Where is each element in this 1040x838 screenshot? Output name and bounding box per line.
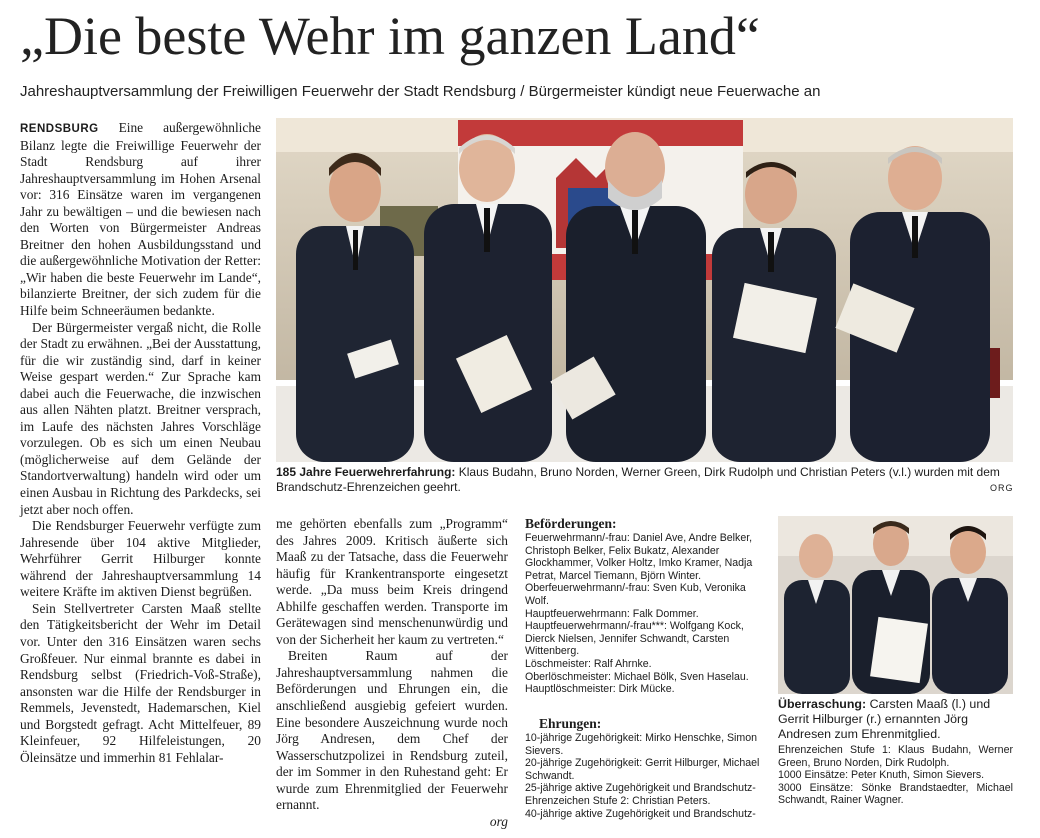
promotions-heading: Beförderungen: [525, 516, 617, 531]
dateline: RENDSBURG [20, 123, 99, 135]
side-photo-caption [778, 697, 1013, 742]
main-photo-caption [276, 465, 1013, 495]
list-item: Feuerwehrmann/-frau: Daniel Ave, Andre Belker, Christoph Belker, Felix Bukatz, Alexander Glockhammer, Volker Holtz, Imko Kramer, Nadja Petrat, Marcel Tiemann, Björn Winter. [525, 532, 753, 582]
list-item: 3000 Einsätze: Sönke Brandstaedter, Michael Schwandt, Rainer Wagner. [778, 781, 1013, 807]
paragraph: me gehörten ebenfalls zum „Programm“ des Jahres 2009. Kritisch äußerte sich Maaß zu der Tatsache, dass die Feuerwehr häufig für Krankentransporte eingesetzt werde. „Da muss beim Kreis dringend Abhilfe geschaffen werden. Transporte im Gerätewagen sind menschenunwürdig und von der Sicherheit her kaum zu vertreten.“ [276, 516, 508, 647]
paragraph: Der Bürgermeister vergaß nicht, die Rolle der Stadt zu erwähnen. „Bei der Ausstattung, für die wir zuständig sind, darf in keiner Weise gespart werden.“ Zur Sprache kam dabei auch die Feuerwache, die inzwischen aus allen Nähten platzt. Breitner versprach, im Laufe des nächsten Jahres Vorschläge vorzulegen. Ob es sich um einen Neubau (möglicherweise auf dem Gelände der Standortverwaltung) handeln wird oder um einen Ausbau in Richtung des Parkdecks, sei jetzt aber noch offen. [20, 319, 261, 517]
photo-credit: ORG [990, 483, 1014, 493]
list-item: Hauptlöschmeister: Dirk Mücke. [525, 683, 675, 696]
list-item: Löschmeister: Ralf Ahrnke. [525, 657, 652, 670]
caption-text: Klaus Budahn, Bruno Norden, Werner Green, Dirk Rudolph und Christian Peters (v.l.) wurden mit dem Brandschutz-Ehrenzeichen geehrt. [276, 465, 1000, 494]
list-item: Ehrenzeichen Stufe 1: Klaus Budahn, Werner Green, Bruno Norden, Dirk Rudolph. [778, 744, 1013, 769]
author-sign: org [489, 813, 508, 829]
paragraph: Breiten Raum auf der Jahreshauptversammlung nahmen die Beförderungen und Ehrungen ein, die anschließend ausgiebig gefeiert wurden. Eine besondere Auszeichnung wurde noch Jörg Andresen, dem Chef der Wasserschutzpolizei in Rendsburg zuteil, der im Sommer in den Ruhestand geht: Er wurde zum Ehrenmitglied der Feuerwehr ernannt. [276, 648, 508, 813]
paragraph: Die Rendsburger Feuerwehr verfügte zum Jahresende über 104 aktive Mitglieder, Wehrführer Gerrit Hilburger konnte während der Jahreshauptversammlung 14 weitere Kräfte im aktiven Dienst begrüßen. [20, 518, 261, 600]
paragraph: RENDSBURG Eine außergewöhnliche Bilanz legte die Freiwillige Feuerwehr der Stadt Rendsburg auf ihrer Jahreshauptversammlung im Hohen Arsenal vor: 316 Einsätze waren im vergangenen Jahr zu bewältigen – und die bewiesen nach den Worten von Bürgermeister Andreas Breitner den hohen Ausbildungsstand und die außergewöhnliche Motivation der Retter: „Wir haben die beste Feuerwehr im Lande“, bilanzierte Breitner, der sich zudem für die Hilfe beim Schneeräumen bedankte. [20, 120, 261, 319]
list-item: 40-jährige aktive Zugehörigkeit und Brandschutz- [525, 807, 756, 820]
headline: „Die beste Wehr im ganzen Land“ [20, 6, 760, 66]
honors-box [525, 716, 765, 820]
caption-lead: Überraschung: [778, 697, 867, 711]
list-item: Oberfeuerwehrmann/-frau: Sven Kub, Veronika Wolf. [525, 582, 746, 607]
caption-lead: 185 Jahre Feuerwehrerfahrung: [276, 465, 456, 479]
honors-list [525, 732, 765, 820]
list-item: 1000 Einsätze: Peter Knuth, Simon Sievers. [778, 769, 985, 782]
subheadline: Jahreshauptversammlung der Freiwilligen Feuerwehr der Stadt Rendsburg / Bürgermeister kündigt neue Feuerwache an [20, 83, 821, 100]
main-photo [276, 118, 1013, 462]
list-item: Hauptfeuerwehrmann: Falk Dommer. [525, 607, 699, 620]
caption-text: Carsten Maaß (l.) und Gerrit Hilburger (r.) ernannten Jörg Andresen zum Ehrenmitglied. [778, 697, 991, 741]
paragraph: Sein Stellvertreter Carsten Maaß stellte den Tätigkeitsbericht der Wehr im Detail vor. Unter den 316 Einsätzen waren sechs Großfeuer. Nur einmal brannte es dabei in Rendsburg selbst (Friedrich-Voß-Straße), ansonsten war die Hilfe der Rendsburger in Remmels, Jevenstedt, Hademarschen, Kiel und Borgstedt gefragt. Acht Mittelfeuer, 89 Kleinfeuer, 92 Hilfeleistungen, 20 Öleinsätze und immerhin 81 Fehlalar- [20, 600, 261, 765]
side-photo [778, 516, 1013, 694]
list-item: Oberlöschmeister: Michael Bölk, Sven Haselau. [525, 670, 749, 683]
side-honors-list [778, 744, 1013, 807]
list-item: 25-jährige aktive Zugehörigkeit und Brandschutz-Ehrenzeichen Stufe 2: Christian Peters. [525, 782, 756, 807]
list-item: 20-jährige Zugehörigkeit: Gerrit Hilburger, Michael Schwandt. [525, 757, 760, 782]
list-item: 10-jährige Zugehörigkeit: Mirko Henschke, Simon Sievers. [525, 732, 757, 757]
promotions-list [525, 532, 765, 696]
article-column-1 [20, 120, 261, 766]
promotions-box [525, 516, 765, 696]
article-column-2 [276, 516, 508, 830]
honors-heading: Ehrungen: [539, 716, 602, 731]
list-item: Hauptfeuerwehrmann/-frau***: Wolfgang Kock, Dierck Nielsen, Jennifer Schwandt, Carsten Wittenberg. [525, 620, 744, 658]
